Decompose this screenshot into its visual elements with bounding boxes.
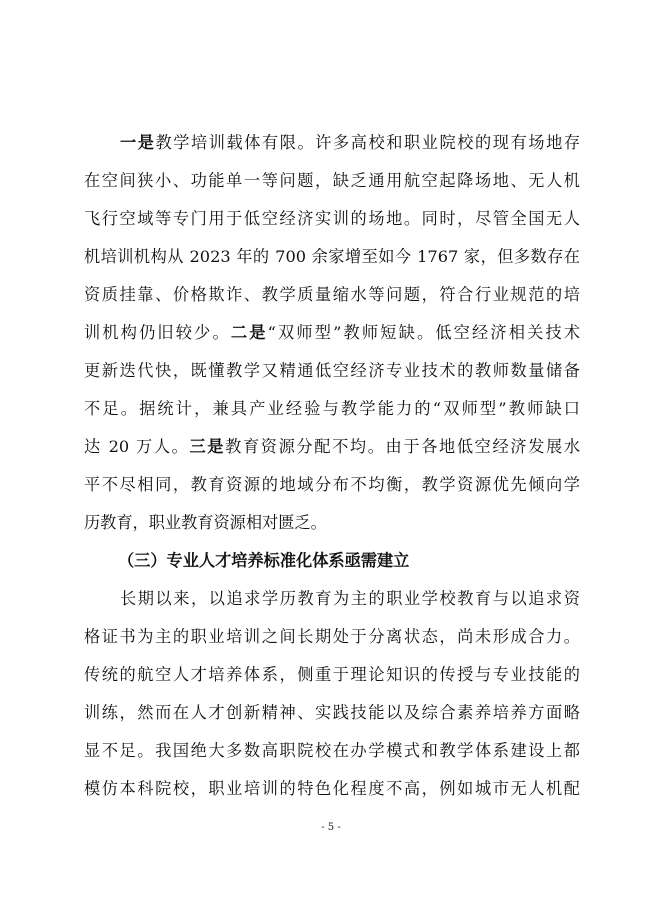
paragraph-1-line-3: 飞行空域等专门用于低空经济实训的场地。同时，尽管全国无人	[84, 209, 580, 228]
paragraph-2-line-6: 模仿本科院校，职业培训的特色化程度不高，例如城市无人机配	[84, 779, 580, 798]
section-heading: （三）专业人才培养标准化体系亟需建立	[118, 551, 410, 570]
line-text: 训机构仍旧较少。	[84, 323, 231, 342]
paragraph-1-line-5: 资质挂靠、价格欺诈、教学质量缩水等问题，符合行业规范的培	[84, 285, 580, 304]
line-text-tail: “双师型”教师短缺。低空经济相关技术	[267, 323, 581, 342]
page-number: - 5 -	[321, 822, 341, 833]
paragraph-2-line-5: 显不足。我国绝大多数高职院校在办学模式和教学体系建设上都	[84, 741, 580, 760]
paragraph-1-line-6	[84, 320, 580, 346]
emphasis-third: 三是	[189, 437, 226, 456]
paragraph-1-line-11: 历教育，职业教育资源相对匮乏。	[84, 513, 327, 532]
paragraph-1-line-1	[120, 130, 580, 156]
line-text: 教学培训载体有限。许多高校和职业院校的现有场地存	[155, 133, 581, 152]
line-text: 达 20 万人。	[84, 437, 190, 456]
paragraph-1-line-7: 更新迭代快，既懂教学又精通低空经济专业技术的教师数量储备	[84, 361, 580, 380]
paragraph-2-line-3: 传统的航空人才培养体系，侧重于理论知识的传授与专业技能的	[84, 665, 580, 684]
emphasis-second: 二是	[230, 323, 268, 342]
paragraph-2-line-1: 长期以来，以追求学历教育为主的职业学校教育与以追求资	[120, 589, 580, 608]
emphasis-first: 一是	[120, 133, 156, 152]
paragraph-1-line-9	[84, 434, 580, 460]
paragraph-1-line-8: 不足。据统计，兼具产业经验与教学能力的“双师型”教师缺口	[84, 399, 580, 418]
paragraph-1-line-10: 平不尽相同，教育资源的地域分布不均衡，教学资源优先倾向学	[84, 475, 580, 494]
paragraph-2-line-4: 训练，然而在人才创新精神、实践技能以及综合素养培养方面略	[84, 703, 580, 722]
paragraph-1-line-2: 在空间狭小、功能单一等问题，缺乏通用航空起降场地、无人机	[84, 171, 580, 190]
paragraph-1-line-4: 机培训机构从 2023 年的 700 余家增至如今 1767 家，但多数存在	[84, 247, 580, 266]
line-text-tail: 教育资源分配不均。由于各地低空经济发展水	[225, 437, 581, 456]
paragraph-2-line-2: 格证书为主的职业培训之间长期处于分离状态，尚未形成合力。	[84, 627, 580, 646]
